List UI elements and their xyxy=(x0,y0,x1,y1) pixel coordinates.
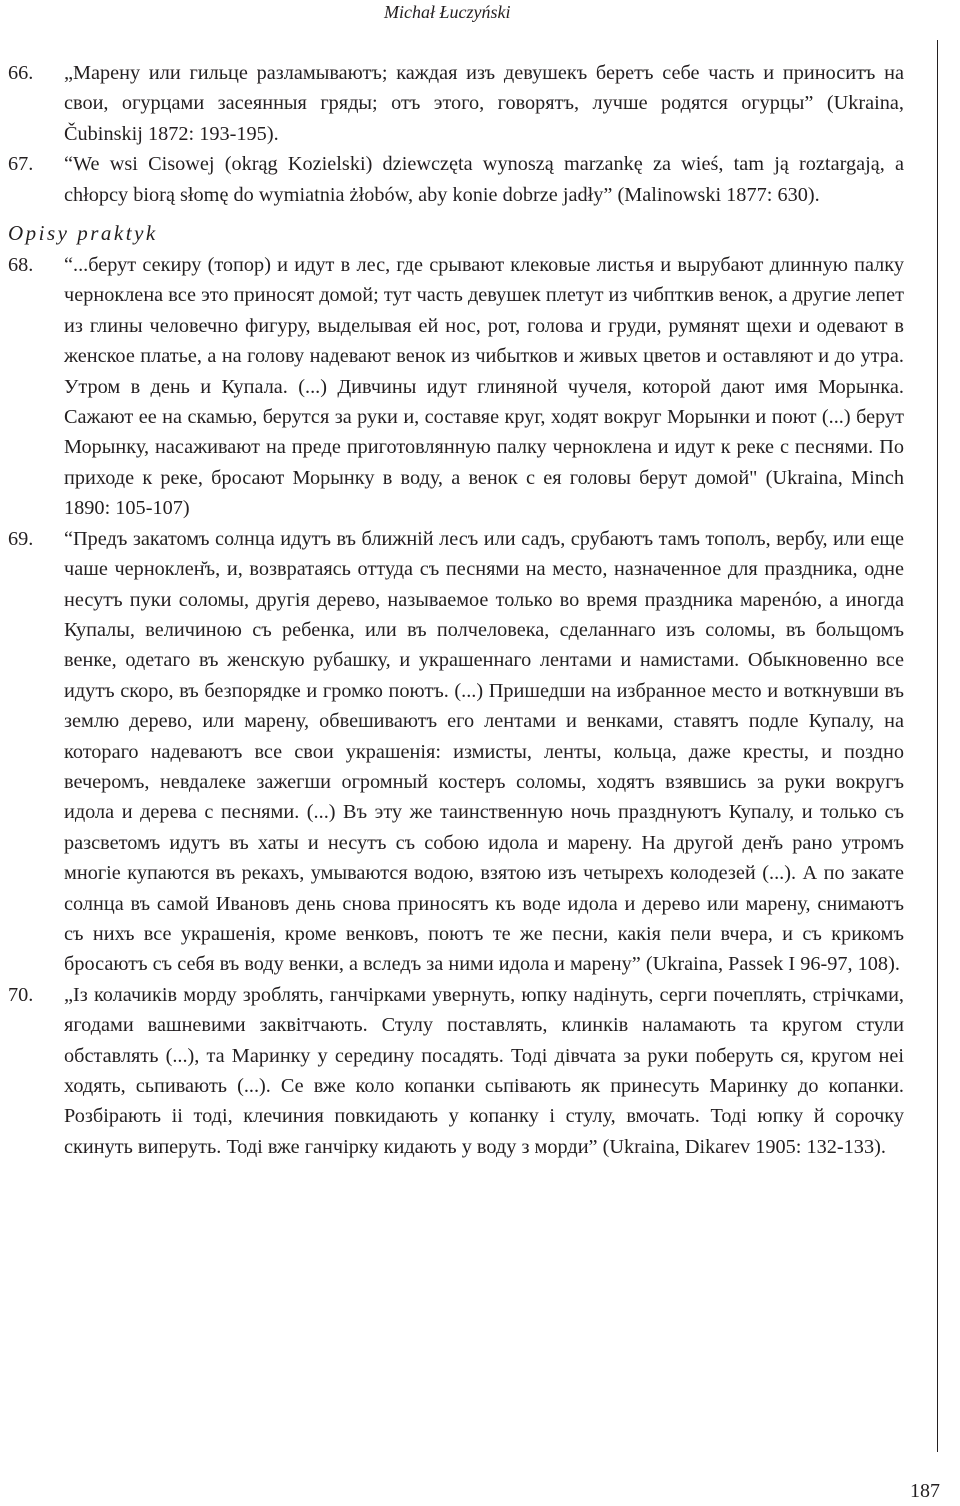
margin-rule xyxy=(937,40,938,1452)
entry-text: “We wsi Cisowej (okrąg Kozielski) dziewczęta wynoszą marzankę za wieś, tam ją roztargają, a chłopcy biorą słomę do wymiatnia żłobów, aby konie dobrze jadły” (Malinowski 1877: 630). xyxy=(64,153,904,206)
entry-number: 68. xyxy=(8,254,34,277)
entry-69 xyxy=(8,524,904,980)
entry-text: “Предъ закатомъ солнца идутъ въ ближнiй лесъ или садъ, срубаютъ тамъ тополъ, вербу, или еще чаше черноклен̆ъ, и, возвратаясь оттуда съ песнями на место, назначенное для праздника, одне несутъ пуки соломы, другiя дерево, называемое только во время праздника маренóю, а иногда Купалы, величиною съ ребенка, или въ полчеловека, сделаннаго изъ соломы, въ больщомъ венке, одетаго въ женскую рубашку, и украшеннаго лентами и намистами. Обыкновенно все идутъ скоро, въ безпорядке и громко поютъ. (...) Пришедши на избранное место и воткнувши въ землю дерево, или марену, обвешиваютъ его лентами и венками, ставятъ подле Купалу, на котораго надеваютъ все свои украшенiя: измисты, ленты, кольца, даже кресты, и поздно вечеромъ, невдалеке зажегши огромный костеръ соломы, ходятъ взявшись за руки вокругъ идола и дерева с песнями. (...) Въ эту же таинственную ночь празднуютъ Купалу, и только съ разсветомъ идутъ въ хаты и несутъ съ собою идола и марену. На другой ден̆ъ рано утромъ многiе купаются въ рекахъ, умываются водою, взятою изъ четырехъ колодезей (...). А по закате солнца въ самой Ивановъ день снова приносятъ къ воде идола и дерево или марену, снимаютъ съ нихъ все украшенiя, кроме венковъ, поютъ те же песни, какiя пели вчера, и съ крикомъ бросаютъ съ себя въ воду венки, а вследъ за ними идола и марену” (Ukraina, Passek I 96-97, 108). xyxy=(64,527,904,976)
entry-70 xyxy=(8,980,904,1162)
entry-number: 70. xyxy=(8,983,34,1006)
entry-number: 67. xyxy=(8,153,34,176)
entry-text: „Із колачиків морду зроблять, ганчірками увернуть, юпку надінуть, серги почеплять, стрічками, ягодами вашневими заквітчають. Стулу поставлять, клинків наламають та кругом стули обставлять (...), та Маринку у середину посадять. Тоді дівчата за руки поберуть ся, кругом неі ходять, сьпивають (...). Се вже коло копанки сьпівають як принесуть Маринку до копанки. Розбірають іі тоді, клечиния повкидають у копанку і стулу, вмочать. Тоді юпку й сорочку скинуть виперуть. Тоді вже ганчірку кидають у воду з морди” (Ukraina, Dikarev 1905: 132-133). xyxy=(64,983,904,1158)
page-body xyxy=(8,58,904,1162)
entry-68 xyxy=(8,250,904,524)
entry-number: 69. xyxy=(8,527,34,550)
entry-text: “...берут секиру (топор) и идут в лес, где срывают клековые листья и вырубают длинную палку черноклена все это приносят домой; тут часть девушек плетут из чибпткив венок, а другие лепет из глины человечно фигуру, выделывая ей нос, рот, голова и груди, румянят щехи и одевают в женское платье, а на голову надевают венок из чибытков и живых цветов и оставляют и до утра. Утром в день и Купала. (...) Дивчины идут глиняной чучеля, которой дают имя Морынка. Сажают ее на скамью, берутся за руки и, составяе круг, ходят вокруг Морынки и поют (...) берут Морынку, насаживают на преде приготовлянную палку черноклена и идут к реке с песнями. По приходе к реке, бросают Морынку в воду, а венок с ея головы берут домой" (Ukraina, Minch 1890: 105-107) xyxy=(64,254,904,520)
author-name: Michał Łuczyński xyxy=(384,2,511,22)
entry-67 xyxy=(8,149,904,210)
entry-text: „Марену или гильце разламываютъ; каждая изъ девушекъ беретъ себе часть и приноситъ на свои, огурцами засеянныя гряды; отъ этого, говорятъ, лучше родятся огурцы” (Ukraina, Čubinskij 1872: 193-195). xyxy=(64,62,904,145)
page-number: 187 xyxy=(910,1480,940,1502)
entry-number: 66. xyxy=(8,62,34,84)
entry-66 xyxy=(8,58,904,149)
section-heading: Opisy praktyk xyxy=(8,221,158,246)
